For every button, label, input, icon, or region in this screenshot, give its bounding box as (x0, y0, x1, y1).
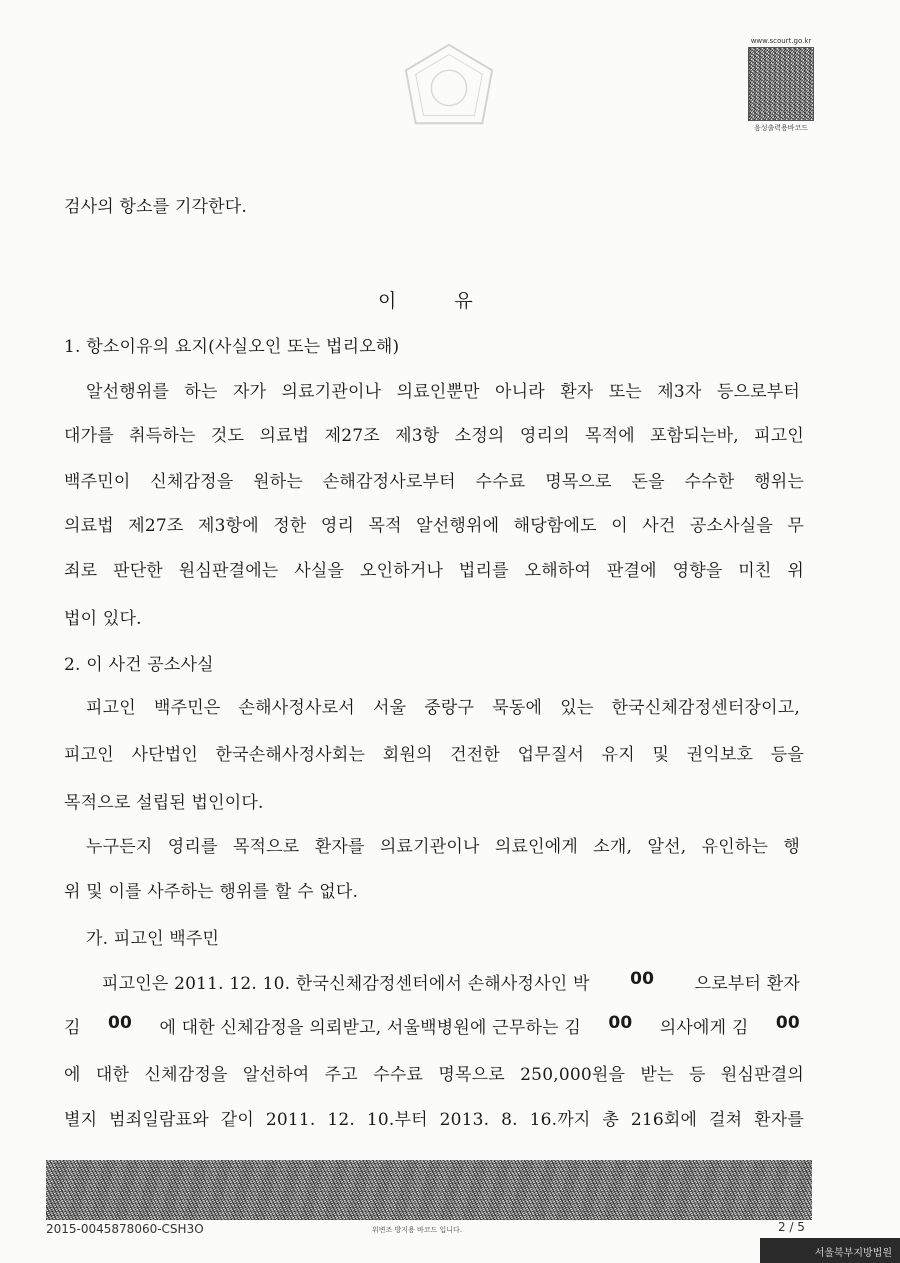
point-heading-2: 2. 이 사건 공소사실 (64, 655, 214, 675)
body-line: 대가를 취득하는 것도 의료법 제27조 제3항 소정의 영리의 목적에 포함되는바, 피고인 (64, 426, 804, 446)
body-line: 누구든지 영리를 목적으로 환자를 의료기관이나 의료인에게 소개, 알선, 유인하는 행 (86, 837, 800, 857)
text-segment: 에 대한 신체감정을 의뢰받고, 서울백병원에 근무하는 김 (159, 1018, 581, 1038)
document-id: 2015-0045878060-CSH3O (46, 1222, 204, 1236)
body-line: 위 및 이를 사주하는 행위를 할 수 없다. (64, 882, 359, 902)
heading-left: 이 (378, 290, 397, 312)
sub-heading-ga: 가. 피고인 백주민 (86, 929, 220, 949)
masked-name: 00 (108, 1013, 133, 1033)
point-heading-1: 1. 항소이유의 요지(사실오인 또는 법리오해) (64, 337, 400, 357)
section-heading (378, 286, 473, 313)
anti-forgery-barcode (46, 1160, 812, 1220)
body-line: 피고인 백주민은 손해사정사로서 서울 중랑구 묵동에 있는 한국신체감정센터장이고, (86, 698, 800, 718)
body-line: 별지 범죄일람표와 같이 2011. 12. 10.부터 2013. 8. 16.까지 총 216회에 걸쳐 환자를 (64, 1110, 804, 1130)
text-segment: 으로부터 환자 (694, 974, 800, 994)
barcode-note: 위변조 방지용 바코드 입니다. (372, 1226, 463, 1234)
qr-code-icon (748, 47, 814, 121)
heading-right: 유 (454, 290, 473, 312)
court-name: 서울북부지방법원 (814, 1248, 892, 1259)
body-line: 알선행위를 하는 자가 의료기관이나 의료인뿐만 아니라 환자 또는 제3자 등으로부터 (86, 382, 800, 402)
qr-block (748, 37, 814, 133)
body-line: 의료법 제27조 제3항에 정한 영리 목적 알선행위에 해당함에도 이 사건 공소사실을 무 (64, 516, 804, 536)
text-segment: 피고인은 2011. 12. 10. 한국신체감정센터에서 손해사정사인 박 (102, 974, 590, 994)
masked-name: 00 (608, 1013, 633, 1033)
page-number: 2 / 5 (778, 1220, 805, 1234)
ruling-text: 검사의 항소를 기각한다. (64, 197, 248, 217)
body-line: 백주민이 신체감정을 원하는 손해감정사로부터 수수료 명목으로 돈을 수수한 행위는 (64, 472, 804, 492)
body-line: 법이 있다. (64, 609, 142, 629)
qr-url: www.scourt.go.kr (750, 37, 812, 45)
text-segment: 김 (64, 1018, 81, 1038)
text-segment: 의사에게 김 (659, 1018, 749, 1038)
body-line: 죄로 판단한 원심판결에는 사실을 오인하거나 법리를 오해하여 판결에 영향을 미친 위 (64, 561, 804, 581)
body-line (102, 969, 800, 994)
masked-name: 00 (775, 1013, 800, 1033)
body-line (64, 1013, 800, 1038)
court-strip (760, 1238, 900, 1263)
body-line: 피고인 사단법인 한국손해사정사회는 회원의 건전한 업무질서 유지 및 권익보호 등을 (64, 745, 804, 765)
qr-caption: 음성출력용바코드 (753, 124, 809, 132)
body-line: 에 대한 신체감정을 알선하여 주고 수수료 명목으로 250,000원을 받는 등 원심판결의 (64, 1065, 804, 1085)
court-seal-watermark (400, 40, 498, 130)
body-line: 목적으로 설립된 법인이다. (64, 793, 264, 813)
masked-name: 00 (630, 969, 655, 989)
